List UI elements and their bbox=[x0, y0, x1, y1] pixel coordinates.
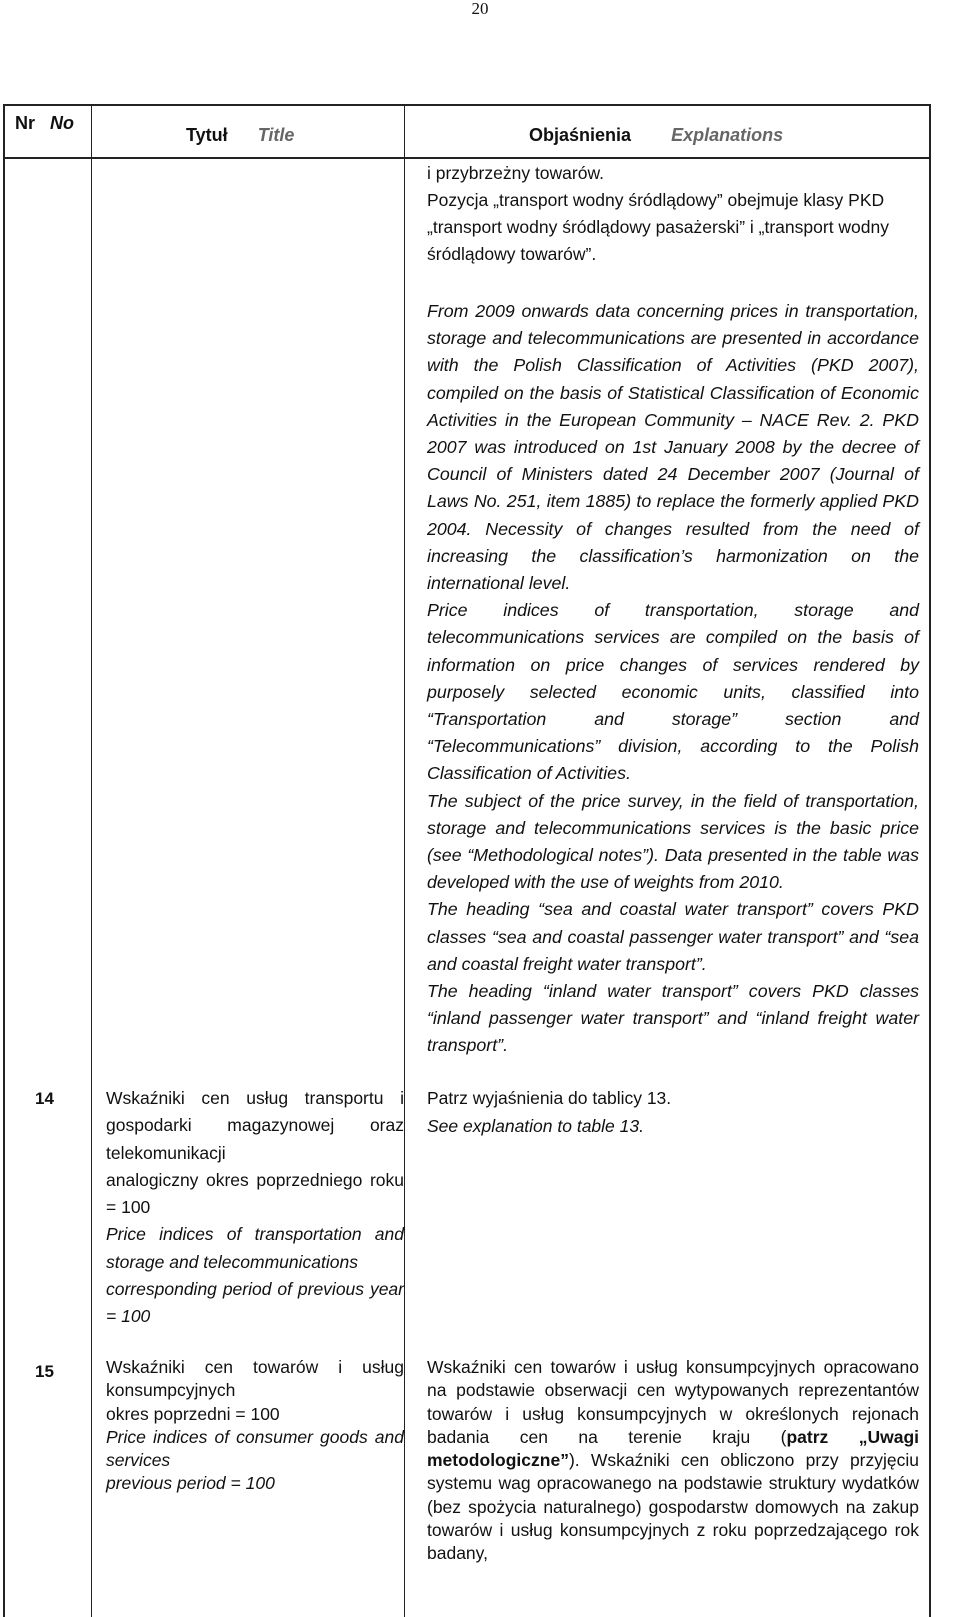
row-15-number: 15 bbox=[35, 1362, 54, 1381]
row-14-title bbox=[106, 1085, 404, 1331]
column-divider-2 bbox=[404, 104, 405, 1617]
english-explanation bbox=[427, 298, 919, 1060]
row-15-title-en: Price indices of consumer goods and services bbox=[106, 1426, 404, 1471]
continued-paragraph: Pozycja „transport wodny śródlądowy” obejmuje klasy PKD „transport wodny śródlądowy pasażerski” i „transport wodny śródlądowy towarów”. bbox=[427, 190, 889, 264]
english-paragraph: The heading “inland water transport” covers PKD classes “inland passenger water transport” and “inland freight water transport”. bbox=[427, 981, 919, 1056]
english-paragraph: Price indices of transportation, storage and telecommunications services are compiled on the basis of information on price changes of services rendered by purposely selected economic units, classified into “Transportation and storage” section and “Telecommunications” division, according to the Polish Classification of Activities. bbox=[427, 600, 919, 784]
header-nr-en: No bbox=[50, 113, 75, 133]
header-expl-pl: Objaśnienia bbox=[529, 125, 632, 145]
english-paragraph: The subject of the price survey, in the field of transportation, storage and telecommunications services is the basic price (see “Methodological notes”). Data presented in the table was developed with the use of weights from 2010. bbox=[427, 790, 919, 893]
row-14-expl-en: See explanation to table 13. bbox=[427, 1115, 644, 1136]
header-nr bbox=[15, 113, 74, 134]
row-14-expl-pl: Patrz wyjaśnienia do tablicy 13. bbox=[427, 1088, 672, 1108]
row-14-number: 14 bbox=[35, 1089, 54, 1108]
column-divider-1 bbox=[91, 104, 92, 1617]
row-14-title-pl: Wskaźniki cen usług transportu i gospodarki magazynowej oraz telekomunikacji bbox=[106, 1088, 404, 1163]
table-border-top bbox=[3, 104, 931, 106]
continued-line-1: i przybrzeżny towarów. bbox=[427, 163, 605, 183]
header-title-pl: Tytuł bbox=[186, 125, 228, 145]
row-15-expl-reference: patrz „Uwagi metodologiczne” bbox=[427, 1426, 919, 1471]
row-15-expl-text-b: ). Wskaźniki cen obliczono przy przyjęciu systemu wag opracowanego na podstawie struktury wydatków (bez spożycia naturalnego) gospodarstw domowych na zakup towarów i usług konsumpcyjnych z roku poprzedzającego rok badany, bbox=[427, 1450, 919, 1564]
continued-explanation bbox=[427, 160, 935, 268]
row-15-expl-text-a: Wskaźniki cen towarów i usług konsumpcyjnych opracowano na podstawie obserwacji cen wytypowanych reprezentantów towarów i usług konsumpcyjnych w określonych rejonach badania cen na terenie kraju ( bbox=[427, 1357, 919, 1447]
english-paragraph: The heading “sea and coastal water transport” covers PKD classes “sea and coastal passenger water transport” and “sea and coastal freight water transport”. bbox=[427, 899, 919, 974]
page-number: 20 bbox=[471, 0, 489, 18]
header-nr-pl: Nr bbox=[15, 113, 36, 133]
table-border-right bbox=[929, 104, 931, 1617]
table-header-divider bbox=[3, 157, 931, 159]
row-14-period-pl: analogiczny okres poprzedniego roku = 100 bbox=[106, 1169, 404, 1218]
header-title bbox=[186, 125, 294, 146]
row-15-period-pl: okres poprzedni = 100 bbox=[106, 1403, 280, 1424]
header-explanations bbox=[529, 125, 783, 146]
header-expl-en: Explanations bbox=[671, 125, 784, 145]
english-paragraph: From 2009 onwards data concerning prices in transportation, storage and telecommunications are presented in accordance with the Polish Classification of Activities (PKD 2007), compiled on the basis of Statistical Classification of Economic Activities in the European Community – NACE Rev. 2. PKD 2007 was introduced on 1st January 2008 by the decree of Council of Ministers dated 24 December 2007 (Journal of Laws No. 251, item 1885) to replace the formerly applied PKD 2004. Necessity of changes resulted from the need of increasing the classification’s harmonization on the international level. bbox=[427, 301, 919, 594]
row-15-title bbox=[106, 1356, 404, 1496]
row-14-period-en: corresponding period of previous year = 100 bbox=[106, 1279, 404, 1327]
row-15-period-en: previous period = 100 bbox=[106, 1473, 275, 1494]
row-15-explanation bbox=[427, 1356, 919, 1566]
table-border-left bbox=[3, 104, 5, 1617]
row-15-title-pl: Wskaźniki cen towarów i usług konsumpcyjnych bbox=[106, 1357, 404, 1401]
row-14-title-en: Price indices of transportation and storage and telecommunications bbox=[106, 1224, 404, 1272]
row-14-explanation bbox=[427, 1085, 949, 1140]
header-title-en: Title bbox=[257, 125, 295, 145]
